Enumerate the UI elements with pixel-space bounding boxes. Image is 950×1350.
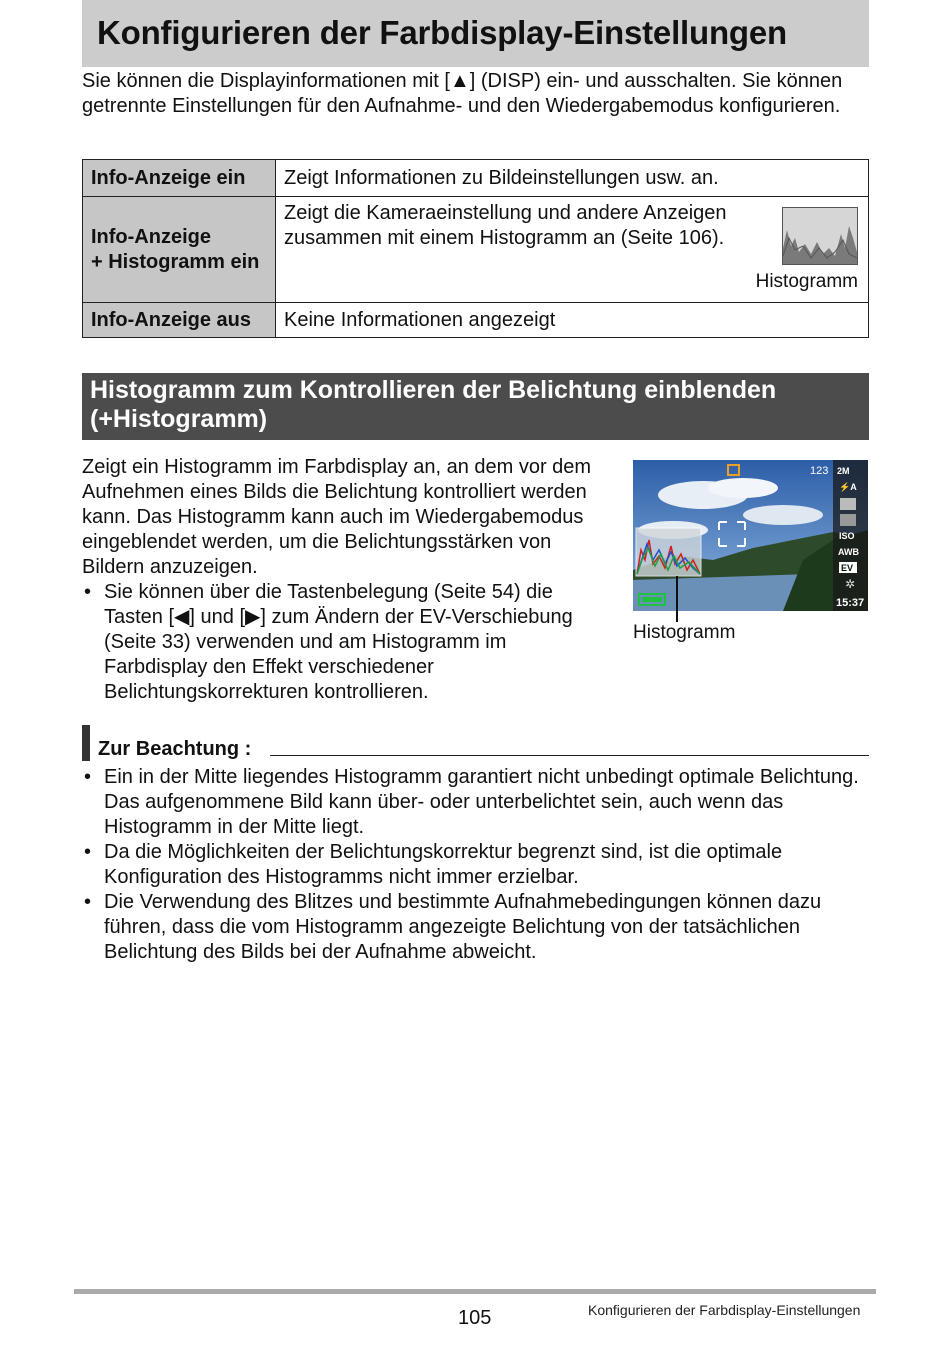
list-item <box>82 580 612 705</box>
list-item-text: Ein in der Mitte liegendes Histogramm garantiert nicht unbedingt optimale Belichtung. Das aufgenommene Bild kann über- oder unterbelichtet sein, auch wenn das Histogramm in der Mitte liegt. <box>104 766 859 838</box>
image-caption: Histogramm <box>633 622 736 643</box>
awb-icon: AWB <box>838 547 859 557</box>
display-settings-table <box>82 159 869 338</box>
list-item <box>82 840 872 890</box>
table-row <box>83 197 869 303</box>
caption-leader-line <box>676 576 678 622</box>
table-value: Zeigt Informationen zu Bildeinstellungen usw. an. <box>276 160 869 197</box>
footer-running-title: Konfigurieren der Farbdisplay-Einstellungen <box>588 1302 861 1318</box>
bullet-icon: • <box>84 841 92 863</box>
footer-rule <box>74 1289 876 1294</box>
table-key-line: Info-Anzeige <box>91 225 211 248</box>
histogram-overlay-icon <box>636 528 701 576</box>
list-item <box>82 765 872 840</box>
section-body <box>82 455 612 705</box>
clock-time: 15:37 <box>836 597 865 609</box>
table-key <box>83 197 276 303</box>
ev-icon: EV <box>841 563 854 573</box>
table-row <box>83 303 869 338</box>
table-key-line: + Histogramm ein <box>91 250 260 273</box>
section-title: Histogramm zum Kontrollieren der Belichtung einblenden (+Histogramm) <box>90 376 777 433</box>
histogram-caption: Histogramm <box>755 271 858 292</box>
note-title: Zur Beachtung : <box>98 738 252 760</box>
table-key: Info-Anzeige ein <box>83 160 276 197</box>
page-number: 105 <box>458 1307 492 1329</box>
section-header-bar <box>82 373 869 440</box>
section-bullets <box>82 580 612 705</box>
histogram-thumbnail <box>782 207 858 265</box>
note-list <box>82 765 872 965</box>
note-marker <box>82 725 90 761</box>
svg-text:✲: ✲ <box>845 577 856 591</box>
image-size-icon: 2M <box>837 466 850 476</box>
section-paragraph: Zeigt ein Histogramm im Farbdisplay an, an dem vor dem Aufnehmen eines Bilds die Belichtung kontrolliert werden kann. Das Histogramm kann auch im Wiedergabemodus eingeblendet werden, um die Belichtungsstärken von Bildern anzuzeigen. <box>82 456 592 578</box>
table-value <box>276 197 869 303</box>
iso-icon: ISO <box>839 531 855 541</box>
page-title: Konfigurieren der Farbdisplay-Einstellungen <box>97 14 787 51</box>
note-divider <box>270 755 869 756</box>
camera-screen-image <box>633 460 868 611</box>
list-item-text: Die Verwendung des Blitzes und bestimmte Aufnahmebedingungen können dazu führen, dass die vom Histogramm angezeigte Belichtung von der tatsächlichen Belichtung des Bilds bei der Aufnahme abweicht. <box>104 891 822 963</box>
bullet-icon: • <box>84 766 92 788</box>
table-value: Keine Informationen angezeigt <box>276 303 869 338</box>
list-item <box>82 890 872 965</box>
table-row <box>83 160 869 197</box>
bullet-icon: • <box>84 581 92 603</box>
list-item-text: Sie können über die Tastenbelegung (Seite 54) die Tasten [◀] und [▶] zum Ändern der EV-Verschiebung (Seite 33) verwenden und am Histogramm im Farbdisplay den Effekt verschiedener Belichtungskorrekturen kontrollieren. <box>104 581 573 703</box>
page-title-bar <box>82 0 869 67</box>
table-key: Info-Anzeige aus <box>83 303 276 338</box>
table-value-text: Zeigt die Kameraeinstellung und andere Anzeigen zusammen mit einem Histogramm an (Seite 106). <box>284 202 727 249</box>
flash-icon: ⚡A <box>839 482 857 492</box>
intro-paragraph: Sie können die Displayinformationen mit [▲] (DISP) ein- und ausschalten. Sie können getrennte Einstellungen für den Aufnahme- und den Wiedergabemodus konfigurieren. <box>82 70 843 117</box>
shot-count: 123 <box>810 465 829 477</box>
list-item-text: Da die Möglichkeiten der Belichtungskorrektur begrenzt sind, ist die optimale Konfiguration des Histogramms nicht immer erzielbar. <box>104 841 783 888</box>
bullet-icon: • <box>84 891 92 913</box>
